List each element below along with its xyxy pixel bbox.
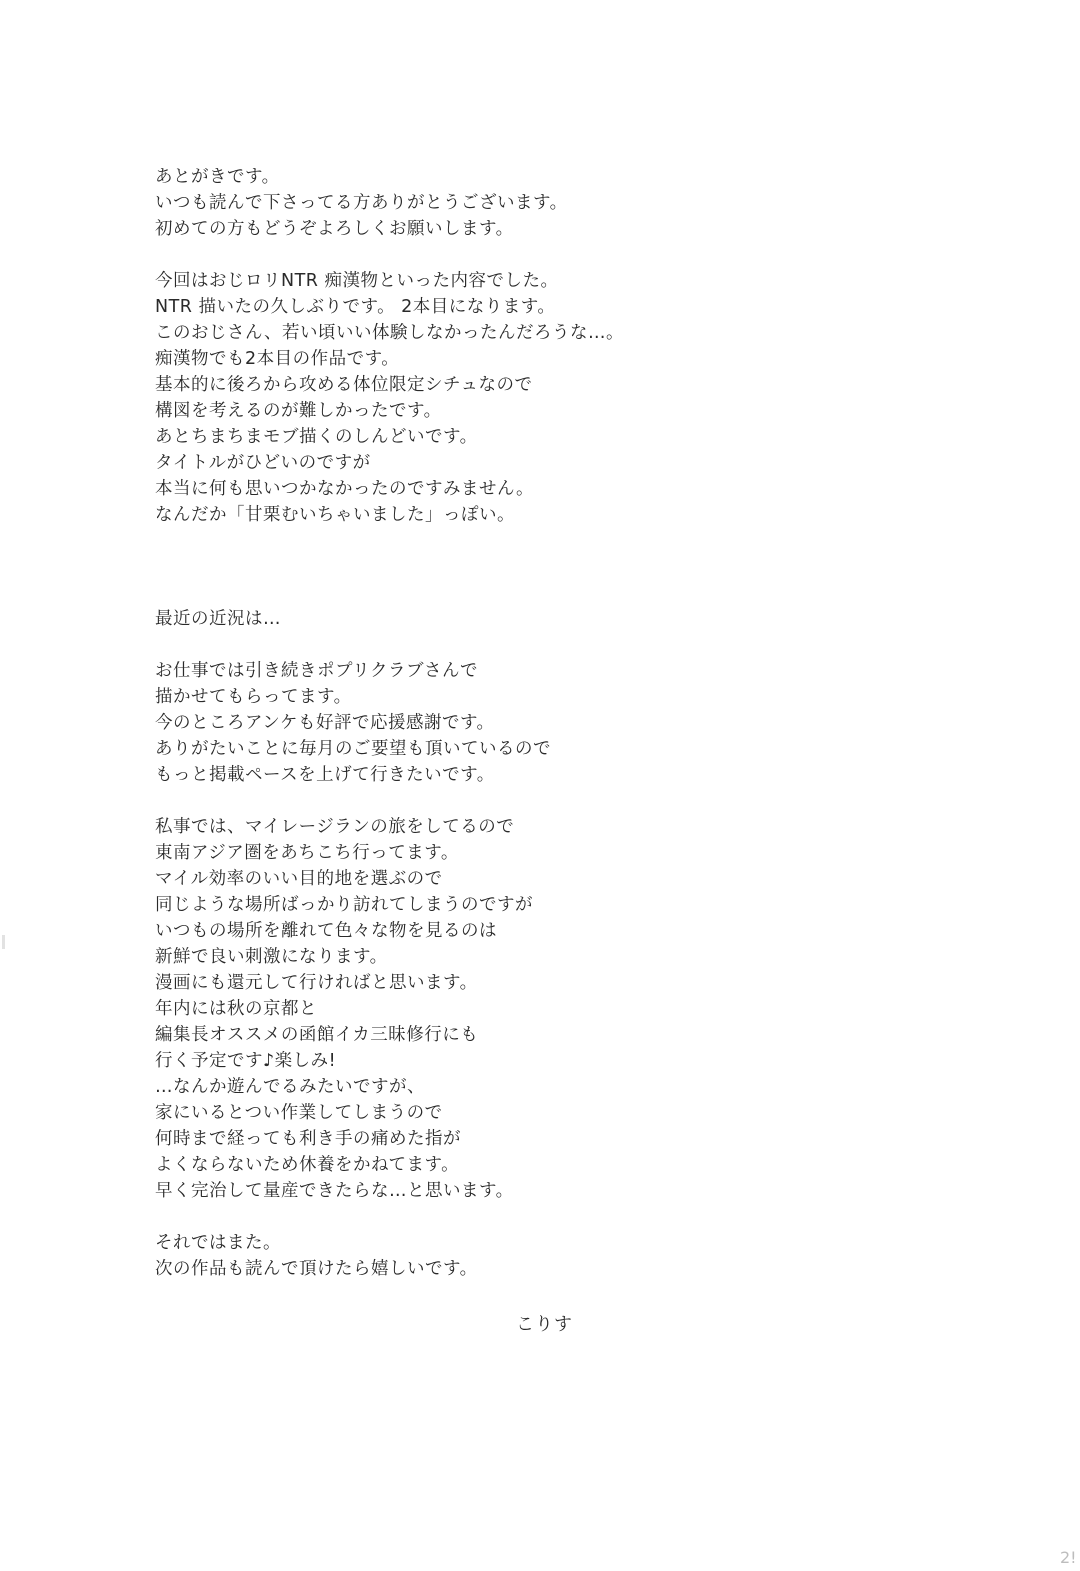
text-line: 描かせてもらってます。 — [155, 687, 352, 707]
text-line: 痴漢物でも2本目の作品です。 — [155, 349, 400, 369]
text-line: 家にいるとつい作業してしまうので — [155, 1103, 443, 1123]
text-line: 今のところアンケも好評で応援感謝です。 — [155, 713, 495, 733]
text-line: 今回はおじロリNTR 痴漢物といった内容でした。 — [155, 271, 559, 291]
text-line: お仕事では引き続きポプリクラブさんで — [155, 661, 478, 681]
scan-mark — [2, 935, 5, 949]
text-line: NTR 描いたの久しぶりです。 2本目になります。 — [155, 297, 556, 317]
text-line: …なんか遊んでるみたいですが、 — [155, 1077, 425, 1097]
author-signature: こりす — [516, 1314, 573, 1335]
text-line: 構図を考えるのが難しかったです。 — [155, 401, 442, 421]
text-line: 行く予定です♪楽しみ! — [155, 1051, 337, 1071]
paragraph-work-update — [155, 658, 975, 788]
text-line: 早く完治して量産できたらな…と思います。 — [155, 1181, 514, 1201]
text-line: あとちまちまモブ描くのしんどいです。 — [155, 427, 478, 447]
text-line: 漫画にも還元して行ければと思います。 — [155, 973, 478, 993]
text-line: 次の作品も読んで頂けたら嬉しいです。 — [155, 1259, 478, 1279]
text-line: ありがたいことに毎月のご要望も頂いているので — [155, 739, 551, 759]
text-line: 基本的に後ろから攻める体位限定シチュなので — [155, 375, 533, 395]
text-line: 編集長オススメの函館イカ三昧修行にも — [155, 1025, 479, 1045]
paragraph-greeting — [155, 164, 975, 242]
text-line: タイトルがひどいのですが — [155, 453, 371, 473]
text-line: なんだか「甘栗むいちゃいました」っぽい。 — [155, 505, 515, 525]
text-line: いつもの場所を離れて色々な物を見るのは — [155, 921, 497, 941]
text-line: このおじさん、若い頃いい体験しなかったんだろうな…。 — [155, 323, 625, 343]
paragraph-work-notes — [155, 268, 975, 528]
text-line: 年内には秋の京都と — [155, 999, 317, 1019]
text-line: 新鮮で良い刺激になります。 — [155, 947, 388, 967]
text-line: 何時まで経っても利き手の痛めた指が — [155, 1129, 461, 1149]
paragraph-closing — [155, 1230, 975, 1282]
text-line: 初めての方もどうぞよろしくお願いします。 — [155, 219, 514, 239]
paragraph-personal-news — [155, 814, 975, 1204]
text-line: マイル効率のいい目的地を選ぶので — [155, 869, 443, 889]
text-line: いつも読んで下さってる方ありがとうございます。 — [155, 193, 568, 213]
text-line: 本当に何も思いつかなかったのですみません。 — [155, 479, 535, 499]
text-line: 東南アジア圏をあちこち行ってます。 — [155, 843, 459, 863]
news-heading — [155, 606, 975, 632]
page-number: 2! — [1060, 1548, 1077, 1567]
text-line: 最近の近況は… — [155, 609, 281, 629]
text-line: 同じような場所ばっかり訪れてしまうのですが — [155, 895, 533, 915]
text-line: 私事では、マイレージランの旅をしてるので — [155, 817, 515, 837]
text-line: それではまた。 — [155, 1233, 281, 1253]
text-line: よくならないため休養をかねてます。 — [155, 1155, 460, 1175]
text-line: あとがきです。 — [155, 167, 280, 187]
text-line: もっと掲載ペースを上げて行きたいです。 — [155, 765, 495, 785]
